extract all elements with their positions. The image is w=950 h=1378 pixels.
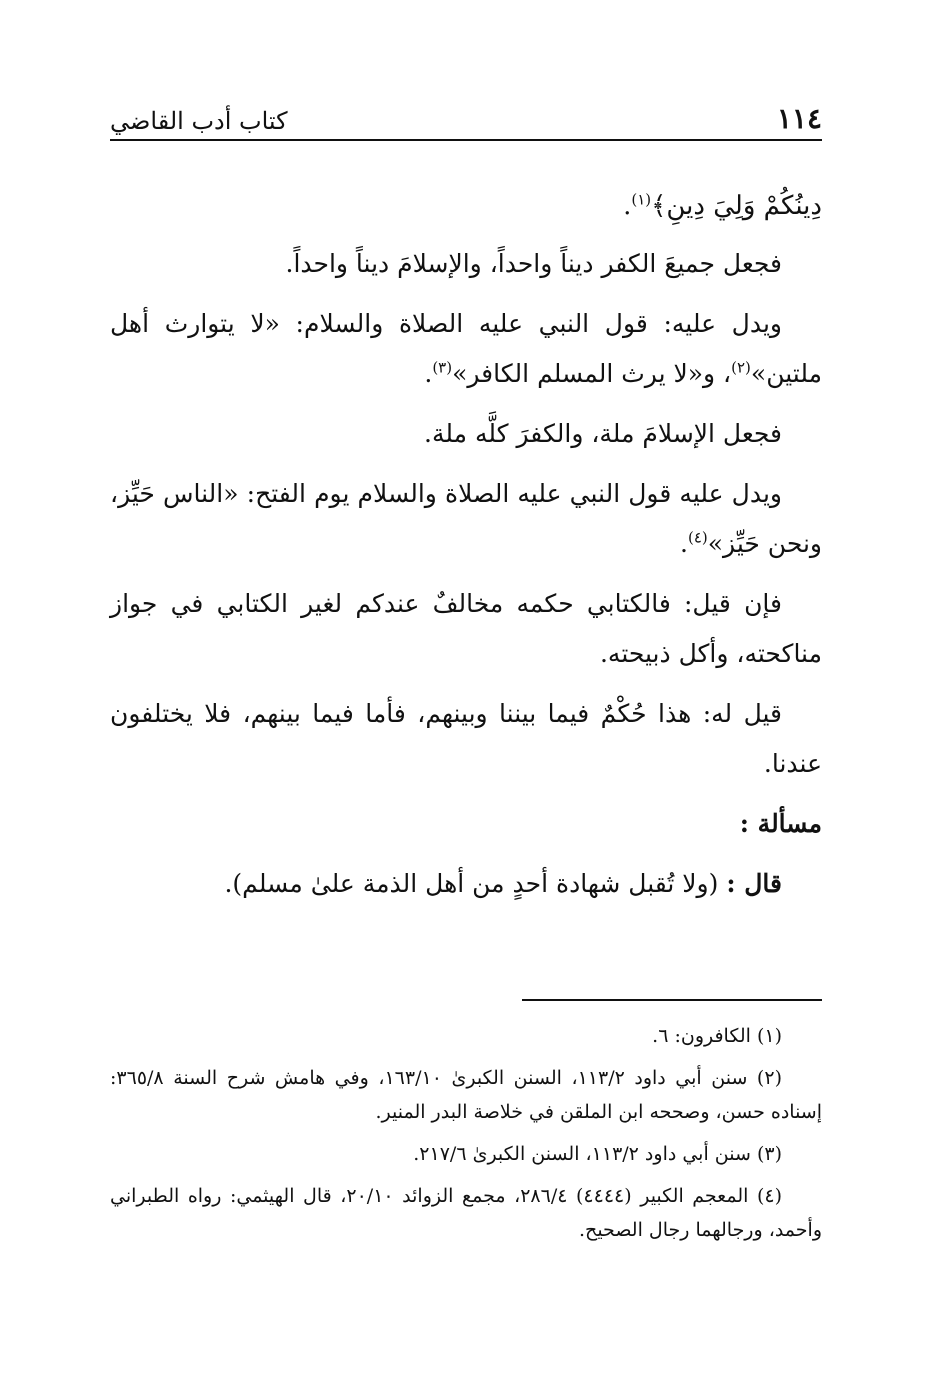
footnote-ref-2: (٢)	[731, 358, 751, 377]
page-number: ١١٤	[776, 102, 822, 135]
qala-text: (ولا تُقبل شهادة أحدٍ من أهل الذمة علىٰ مسلم).	[224, 869, 719, 898]
paragraph-2-text-b: ، و«لا يرث المسلم الكافر»	[452, 359, 732, 388]
paragraph-2-end: .	[424, 359, 433, 388]
quran-verse	[110, 181, 822, 231]
footnote-ref-3: (٣)	[432, 358, 453, 377]
footnote-ref-4: (٤)	[687, 528, 708, 547]
paragraph-4-text: ويدل عليه قول النبي عليه الصلاة والسلام يوم الفتح: «الناس حَيِّز، ونحن حَيِّز»	[110, 479, 822, 558]
paragraph-4	[110, 469, 822, 569]
verse-text: دِينُكُمْ وَلِيَ دِينِ﴾	[651, 191, 822, 221]
paragraph-6: قيل له: هذا حُكْمٌ فيما بيننا وبينهم، فأما فيما بينهم، فلا يختلفون عندنا.	[110, 699, 822, 778]
footnote-3: (٣) سنن أبي داود ١١٣/٢، السنن الكبرىٰ ٢١٧/٦.	[413, 1143, 782, 1165]
qala-label: قال :	[726, 869, 782, 898]
section-heading: مسألة :	[739, 809, 822, 838]
footnote-divider	[522, 999, 822, 1001]
paragraph-1: فجعل جميعَ الكفر ديناً واحداً، والإسلامَ ديناً واحداً.	[285, 249, 782, 278]
page-header	[110, 95, 822, 141]
footnotes	[110, 1019, 822, 1247]
paragraph-qala	[110, 859, 822, 909]
footnote-1: (١) الكافرون: ٦.	[652, 1025, 782, 1047]
running-title: كتاب أدب القاضي	[110, 107, 288, 135]
paragraph-5: فإن قيل: فالكتابي حكمه مخالفٌ عندكم لغير الكتابي في جواز مناكحته، وأكل ذبيحته.	[110, 589, 822, 668]
paragraph-3: فجعل الإسلامَ ملة، والكفرَ كلَّه ملة.	[424, 419, 782, 448]
paragraph-2	[110, 299, 822, 399]
paragraph-4-end: .	[680, 529, 688, 558]
paragraph-2-text-a: ويدل عليه: قول النبي عليه الصلاة والسلام: «لا يتوارث أهل ملتين»	[110, 309, 822, 388]
main-text	[110, 181, 822, 909]
verse-end: .	[623, 191, 632, 221]
book-page	[110, 95, 822, 1255]
footnote-ref-1: (١)	[631, 190, 652, 209]
footnote-4: (٤) المعجم الكبير (٤٤٤٤) ٢٨٦/٤، مجمع الزوائد ٢٠/١٠، قال الهيثمي: رواه الطبراني وأحمد، ورجالهما رجال الصحيح.	[110, 1185, 822, 1241]
footnote-2: (٢) سنن أبي داود ١١٣/٢، السنن الكبرىٰ ١٦٣/١٠، وفي هامش شرح السنة ٣٦٥/٨: إسناده حسن، وصححه ابن الملقن في خلاصة البدر المنير.	[110, 1067, 822, 1123]
